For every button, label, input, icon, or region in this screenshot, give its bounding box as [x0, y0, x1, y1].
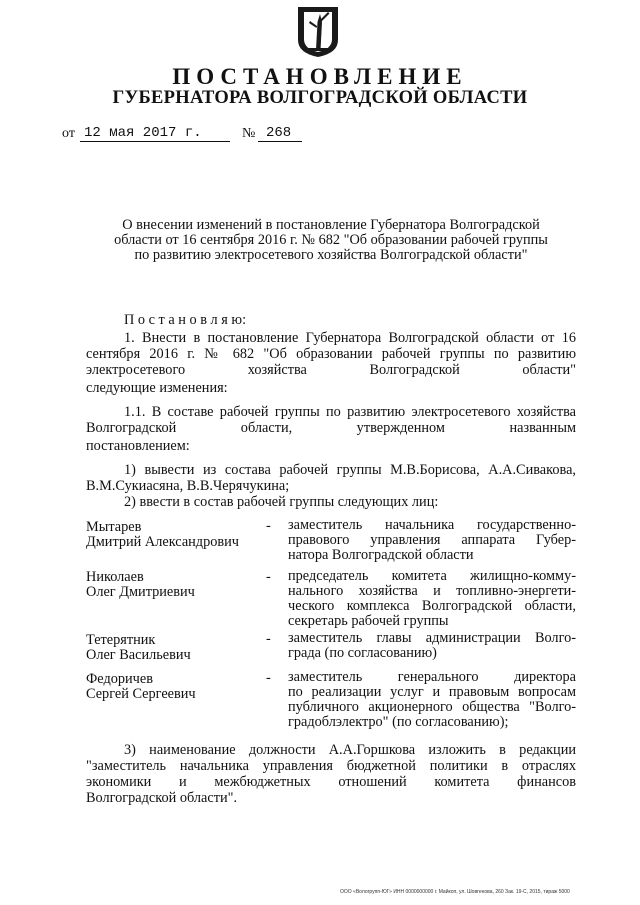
- member-dash: -: [266, 518, 271, 534]
- subject-line: О внесении изменений в постановление Губернатора Волгоградской: [122, 217, 540, 233]
- number-label: №: [242, 126, 256, 141]
- paragraph-1-1: 1.1. В составе рабочей группы по развитию электросетевого хозяйства Волгоградской области, утвержденном названным: [86, 404, 576, 436]
- position-line: града (по согласованию): [288, 645, 437, 661]
- resolve-word: П о с т а н о в л я ю:: [124, 312, 247, 328]
- position-line: правового управления аппарата Губер-: [288, 532, 576, 548]
- member-given-name: Олег Васильевич: [86, 647, 191, 663]
- member-surname: Тетерятник: [86, 632, 156, 648]
- member-position: [288, 631, 576, 661]
- date-underline: [80, 141, 230, 142]
- member-dash: -: [266, 569, 271, 585]
- paragraph-1: 1. Внести в постановление Губернатора Волгоградской области от 16 сентября 2016 г. № 682 "Об образовании рабочей группы по развитию электросетевого хозяйства Волгоградской области": [86, 330, 576, 378]
- member-position: [288, 518, 576, 563]
- member-given-name: Олег Дмитриевич: [86, 584, 195, 600]
- member-surname: Николаев: [86, 569, 144, 585]
- position-line: председатель комитета жилищно-комму-: [288, 568, 576, 584]
- document-issuer: ГУБЕРНАТОРА ВОЛГОГРАДСКОЙ ОБЛАСТИ: [112, 88, 528, 108]
- number-underline: [258, 141, 302, 142]
- member-surname: Мытарев: [86, 519, 142, 535]
- member-given-name: Дмитрий Александрович: [86, 534, 239, 550]
- volgograd-coat-of-arms: [296, 6, 340, 58]
- member-name: [86, 570, 266, 600]
- paragraph-3-tail: Волгоградской области".: [86, 790, 238, 806]
- document-title: ПОСТАНОВЛЕНИЕ: [172, 64, 468, 89]
- member-name: [86, 520, 266, 550]
- paragraph-1-1-1: 1) вывести из состава рабочей группы М.В.Борисова, А.А.Сивакова,: [124, 462, 576, 478]
- position-line: заместитель главы администрации Волго-: [288, 630, 576, 646]
- position-line: натора Волгоградской области: [288, 547, 474, 563]
- subject-line: по развитию электросетевого хозяйства Волгоградской области": [134, 247, 528, 263]
- member-dash: -: [266, 631, 271, 647]
- document-meta: [62, 125, 302, 145]
- member-given-name: Сергей Сергеевич: [86, 686, 196, 702]
- paragraph-1-1-2: 2) ввести в состав рабочей группы следующих лиц:: [124, 494, 439, 510]
- paragraph-3: 3) наименование должности А.А.Горшкова изложить в редакции "заместитель начальника управления бюджетной политики в отраслях экономики и межбюджетных отношений комитета финансов: [86, 742, 576, 790]
- position-line: секретарь рабочей группы: [288, 613, 449, 629]
- position-line: заместитель генерального директора: [288, 669, 576, 685]
- subject-line: области от 16 сентября 2016 г. № 682 "Об образовании рабочей группы: [114, 232, 548, 248]
- member-name: [86, 633, 266, 663]
- paragraph-1-1-tail: постановлением:: [86, 438, 190, 454]
- position-line: заместитель начальника государственно-: [288, 517, 576, 533]
- position-line: нального хозяйства и топливно-энергети-: [288, 583, 576, 599]
- paragraph-1-tail: следующие изменения:: [86, 380, 228, 396]
- position-line: по реализации услуг и правовым вопросам: [288, 684, 576, 700]
- date-label: от: [62, 126, 75, 141]
- paragraph-1-1-1-tail: В.М.Сукиасяна, В.В.Черячукина;: [86, 478, 290, 494]
- number-value: 268: [266, 125, 292, 141]
- position-line: градоблэлектро" (по согласованию);: [288, 714, 509, 730]
- document-subject: [86, 218, 576, 263]
- member-position: [288, 569, 576, 629]
- member-name: [86, 672, 266, 702]
- member-dash: -: [266, 670, 271, 686]
- print-imprint: ООО «Вологрупп-ЮГ» ИНН 0000000000 г. Майкоп, ул. Шовгенова, 260 Зак. 19-С, 2015, тираж 5000: [340, 889, 570, 895]
- position-line: публичного акционерного общества "Волго-: [288, 699, 576, 715]
- member-position: [288, 670, 576, 730]
- member-surname: Федоричев: [86, 671, 153, 687]
- date-value: 12 мая 2017 г.: [84, 125, 202, 141]
- position-line: ческого комплекса Волгоградской области,: [288, 598, 576, 614]
